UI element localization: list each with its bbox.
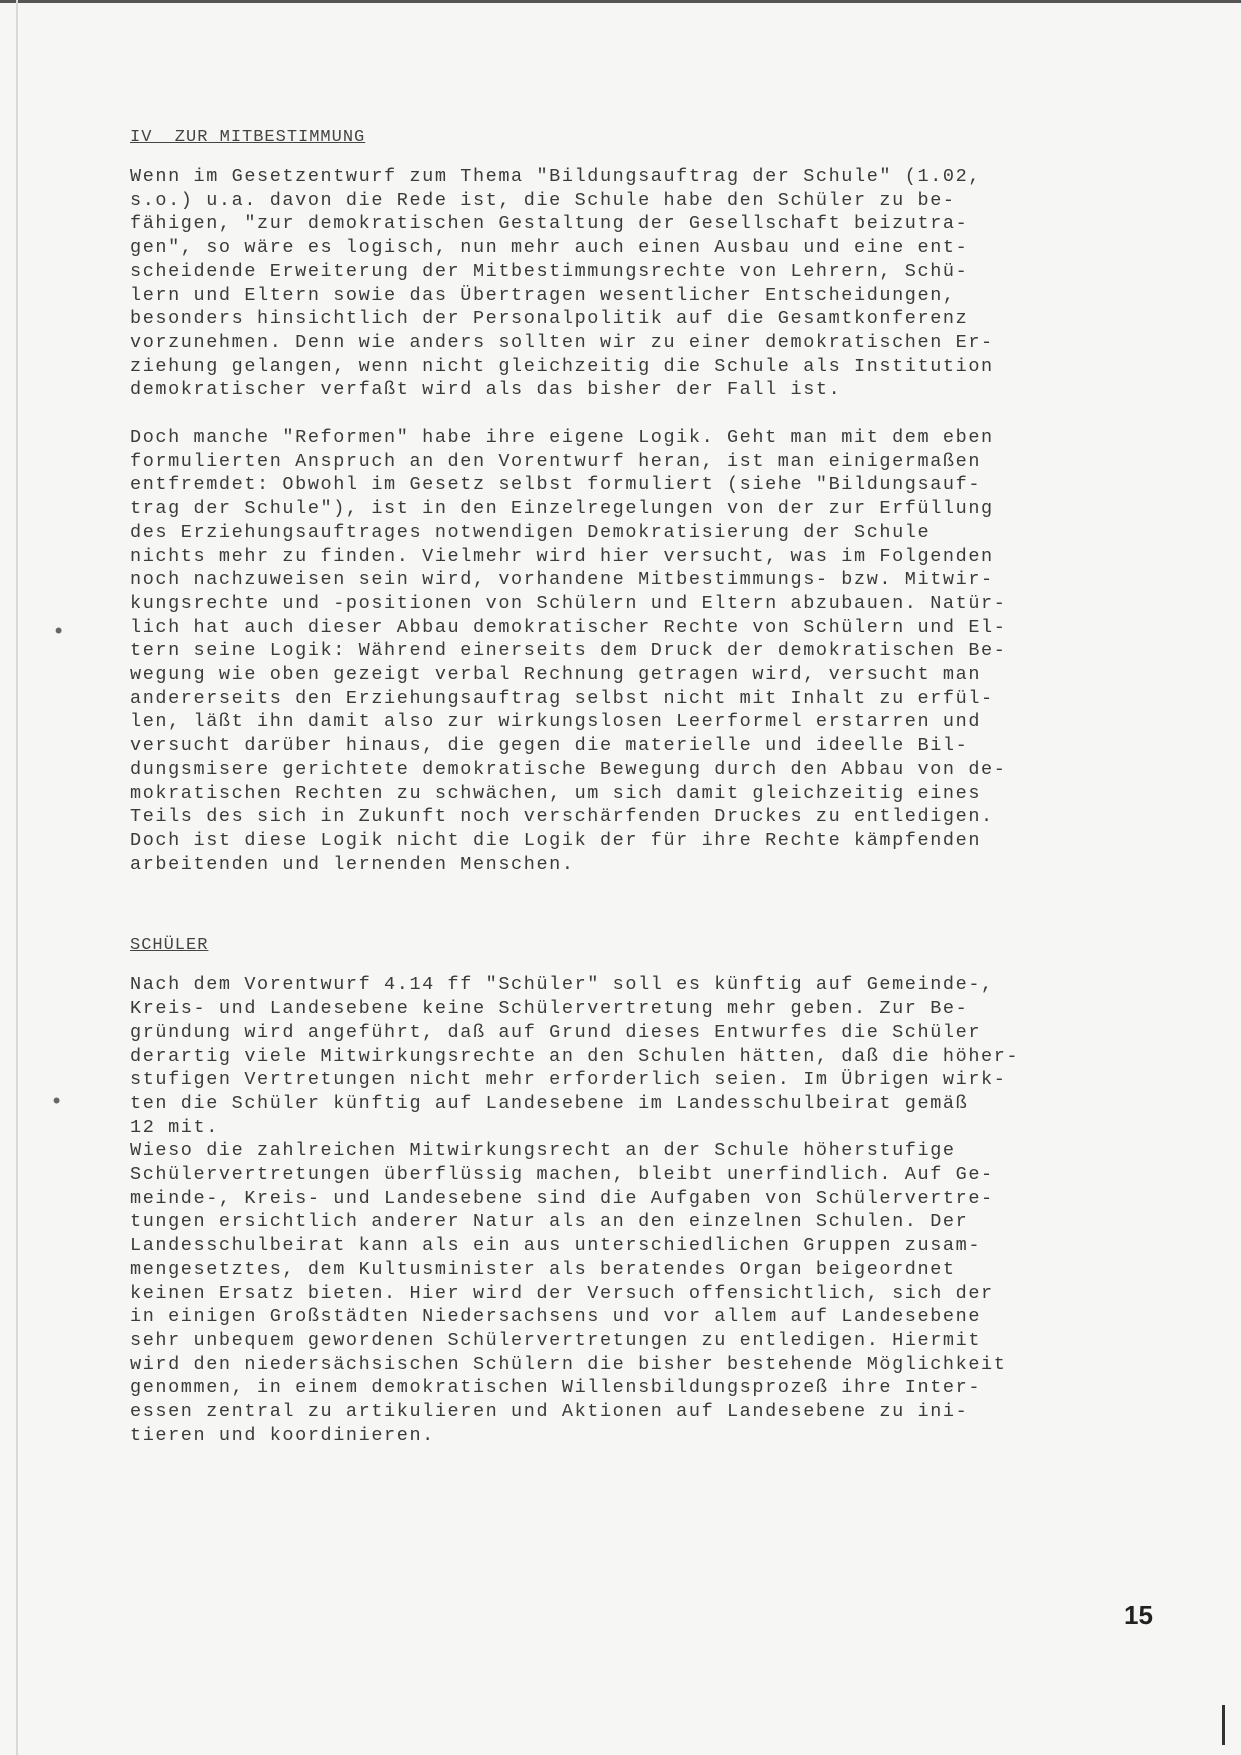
section-heading: IV ZUR MITBESTIMMUNG bbox=[130, 128, 366, 147]
punch-hole-mark-icon: • bbox=[50, 1090, 64, 1115]
scan-left-edge bbox=[16, 0, 18, 1755]
scan-corner-mark bbox=[1222, 1705, 1225, 1745]
paragraph-intro-1: Wenn im Gesetzentwurf zum Thema "Bildungsauftrag der Schule" (1.02, s.o.) u.a. davon die Rede ist, die Schule habe den Schüler zu be- fähigen, "zur demokratischen Gestaltung der Gesellschaft beizutra- gen", so wäre es logisch, nun mehr auch einen Ausbau und eine ent- scheidende Erweiterung der Mitbestimmungsrechte von Lehrern, Schü- lern und Eltern sowie das Übertragen wesentlicher Entscheidungen, besonders hinsichtlich der Personalpolitik auf die Gesamtkonferenz vorzunehmen. Denn wie anders sollten wir zu einer demokratischen Er- ziehung gelangen, wenn nicht gleichzeitig die Schule als Institution demokratischer verfaßt wird als das bisher der Fall ist. bbox=[130, 166, 994, 401]
document-body bbox=[130, 128, 1170, 1447]
paragraph-schueler: Nach dem Vorentwurf 4.14 ff "Schüler" soll es künftig auf Gemeinde-, Kreis- und Landesebene keine Schülervertretung mehr geben. Zur Be- gründung wird angeführt, daß auf Grund dieses Entwurfes die Schüler derartig viele Mitwirkungsrechte an den Schulen hätten, daß die höher- stufigen Vertretungen nicht mehr erforderlich seien. Im Übrigen wirk- ten die Schüler künftig auf Landesebene im Landesschulbeirat gemäß 12 mit. Wieso die zahlreichen Mitwirkungsrecht an der Schule höherstufige Schülervertretungen überflüssig machen, bleibt unerfindlich. Auf Ge- meinde-, Kreis- und Landesebene sind die Aufgaben von Schülervertre- tungen ersichtlich anderer Natur als an den einzelnen Schulen. Der Landesschulbeirat kann als ein aus unterschiedlichen Gruppen zusam- mengesetztes, dem Kultusminister als beratendes Organ beigeordnet keinen Ersatz bieten. Hier wird der Versuch offensichtlich, sich der in einigen Großstädten Niedersachsens und vor allem auf Landesebene sehr unbequem gewordenen Schülervertretungen zu entledigen. Hiermit wird den niedersächsischen Schülern die bisher bestehende Möglichkeit genommen, in einem demokratischen Willensbildungsprozeß ihre Inter- essen zentral zu artikulieren und Aktionen auf Landesebene zu ini- tieren und koordinieren. bbox=[130, 974, 1020, 1446]
paragraph-intro-2: Doch manche "Reformen" habe ihre eigene Logik. Geht man mit dem eben formulierten Anspruch an den Vorentwurf heran, ist man einigermaßen entfremdet: Obwohl im Gesetz selbst formuliert (siehe "Bildungsauf- trag der Schule"), ist in den Einzelregelungen von der zur Erfüllung des Erziehungsauftrages notwendigen Demokratisierung der Schule nichts mehr zu finden. Vielmehr wird hier versucht, was im Folgenden noch nachzuweisen sein wird, vorhandene Mitbestimmungs- bzw. Mitwir- kungsrechte und -positionen von Schülern und Eltern abzubauen. Natür- lich hat auch dieser Abbau demokratischer Rechte von Schülern und El- tern seine Logik: Während einerseits dem Druck der demokratischen Be- wegung wie oben gezeigt verbal Rechnung getragen wird, versucht man andererseits den Erziehungsauftrag selbst nicht mit Inhalt zu erfül- len, läßt ihn damit also zur wirkungslosen Leerformel erstarren und versucht darüber hinaus, die gegen die materielle und ideelle Bil- dungsmisere gerichtete demokratische Bewegung durch den Abbau von de- mokratischen Rechten zu schwächen, um sich damit gleichzeitig eines Teils des sich in Zukunft noch verschärfenden Druckes zu entledigen. Doch ist diese Logik nicht die Logik der für ihre Rechte kämpfenden arbeitenden und lernenden Menschen. bbox=[130, 427, 1007, 875]
punch-hole-mark-icon: • bbox=[52, 620, 66, 645]
subsection-heading: SCHÜLER bbox=[130, 936, 209, 956]
scan-top-edge bbox=[0, 0, 1241, 3]
page-number: 15 bbox=[1124, 1600, 1153, 1630]
